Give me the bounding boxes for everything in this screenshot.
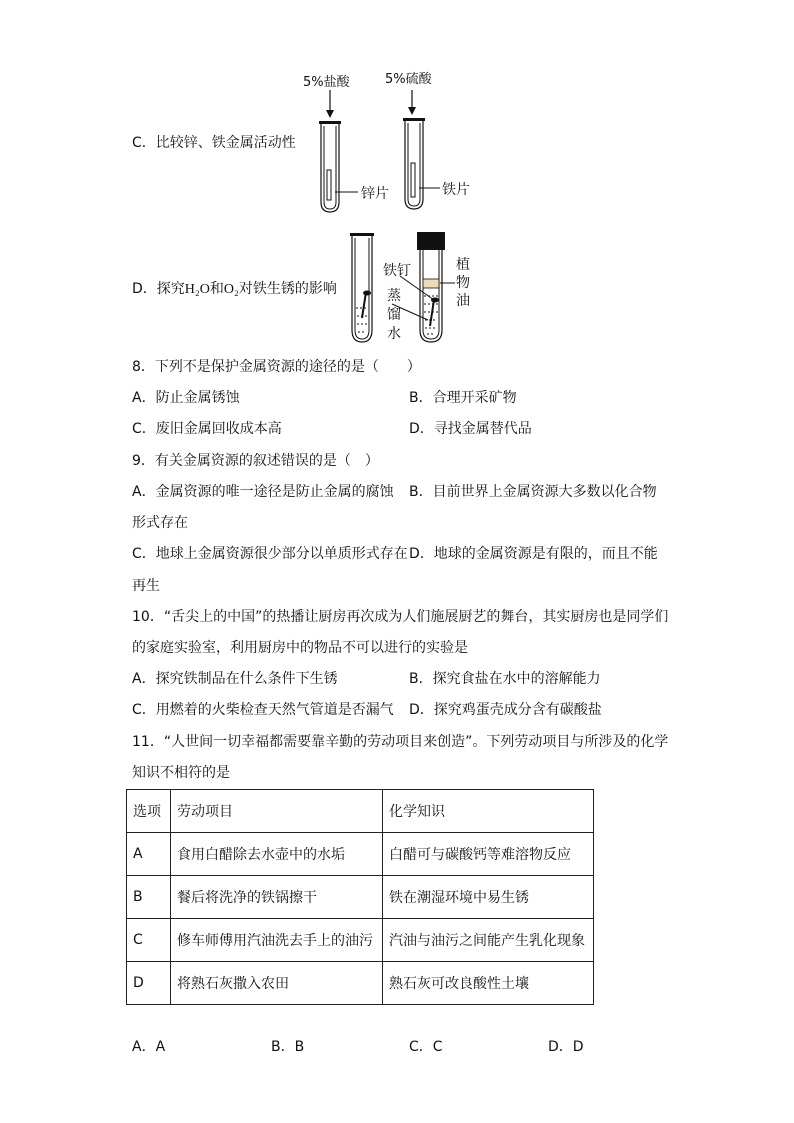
label-nail: 铁钉 <box>383 263 411 279</box>
table-cell: 食用白醋除去水壶中的水垢 <box>171 833 383 876</box>
nail-left <box>362 292 366 318</box>
q11-answer-a: A．A <box>132 1039 166 1055</box>
q8-stem: 8．下列不是保护金属资源的途径的是（ ） <box>132 359 421 375</box>
q7-option-c: C．比较锌、铁金属活动性 <box>132 135 296 151</box>
label-hcl: 5%盐酸 <box>303 75 350 90</box>
q9-option-d-line2: 再生 <box>132 578 160 594</box>
q11-answer-c: C．C <box>409 1039 443 1055</box>
q10-stem-line1: 10．“舌尖上的中国”的热播让厨房再次成为人们施展厨艺的舞台，其实厨房也是同学们 <box>132 609 669 625</box>
label-oil-1: 植 <box>456 257 470 273</box>
table-header-cell: 选项 <box>127 790 171 833</box>
q8-option-b: B．合理开采矿物 <box>409 390 517 406</box>
rubber-stopper <box>417 232 445 250</box>
q10-option-c: C．用燃着的火柴检查天然气管道是否漏气 <box>132 702 394 718</box>
label-water-1: 蒸 <box>387 288 401 304</box>
q11-stem-line2: 知识不相符的是 <box>132 765 230 781</box>
table-cell: 餐后将洗净的铁锅擦干 <box>171 876 383 919</box>
table-cell: 铁在潮湿环境中易生锈 <box>383 876 594 919</box>
table-header-cell: 化学知识 <box>383 790 594 833</box>
label-oil-2: 物 <box>456 275 470 291</box>
q9-option-a: A．金属资源的唯一途径是防止金属的腐蚀 <box>132 484 394 500</box>
table-cell: B <box>127 876 171 919</box>
q7-option-d-and: 和 <box>209 281 224 297</box>
q10-option-d: D．探究鸡蛋壳成分含有碳酸盐 <box>409 702 602 718</box>
q11-table <box>126 789 594 1005</box>
table-header-cell: 劳动项目 <box>171 790 383 833</box>
table-cell: A <box>127 833 171 876</box>
q9-option-b-line2: 形式存在 <box>132 515 188 531</box>
table-row <box>127 833 594 876</box>
table-cell: D <box>127 962 171 1005</box>
label-water-2: 馏 <box>387 307 401 323</box>
table-cell: 将熟石灰撒入农田 <box>171 962 383 1005</box>
label-water-3: 水 <box>387 326 401 342</box>
q11-answer-d: D．D <box>548 1039 584 1055</box>
table-cell: C <box>127 919 171 962</box>
table-cell: 熟石灰可改良酸性土壤 <box>383 962 594 1005</box>
label-h2so4: 5%硫酸 <box>385 72 432 87</box>
table-header-row <box>127 790 594 833</box>
q9-option-c: C．地球上金属资源很少部分以单质形式存在 <box>132 546 408 562</box>
q7-option-d-o2: O₂ <box>223 282 239 297</box>
q8-option-a: A．防止金属锈蚀 <box>132 390 240 406</box>
q8-option-c: C．废旧金属回收成本高 <box>132 421 282 437</box>
q11-stem-line1: 11．“人世间一切幸福都需要靠辛勤的劳动项目来创造”。下列劳动项目与所涉及的化学 <box>132 734 669 750</box>
table-row <box>127 919 594 962</box>
q7-option-d-prefix: D．探究 <box>132 281 185 297</box>
oil-layer <box>423 279 439 288</box>
q8-option-d: D．寻找金属替代品 <box>409 421 532 437</box>
label-iron: 铁片 <box>442 182 470 198</box>
label-zinc: 锌片 <box>361 186 389 202</box>
q11-answer-b: B．B <box>271 1039 305 1055</box>
table-row <box>127 962 594 1005</box>
q10-option-b: B．探究食盐在水中的溶解能力 <box>409 671 601 687</box>
q7-option-d-suffix: 对铁生锈的影响 <box>238 281 337 297</box>
q10-option-a: A．探究铁制品在什么条件下生锈 <box>132 671 338 687</box>
q7-option-d-h2o: H₂O <box>184 282 210 297</box>
q9-option-b-line1: B．目前世界上金属资源大多数以化合物 <box>409 484 657 500</box>
table-cell: 汽油与油污之间能产生乳化现象 <box>383 919 594 962</box>
q10-stem-line2: 的家庭实验室，利用厨房中的物品不可以进行的实验是 <box>132 640 468 656</box>
table-row <box>127 876 594 919</box>
q9-stem: 9．有关金属资源的叙述错误的是（ ） <box>132 453 379 469</box>
q9-option-d-line1: D．地球的金属资源是有限的，而且不能 <box>409 546 658 562</box>
table-cell: 白醋可与碳酸钙等难溶物反应 <box>383 833 594 876</box>
label-oil-3: 油 <box>456 293 470 309</box>
table-cell: 修车师傅用汽油洗去手上的油污 <box>171 919 383 962</box>
